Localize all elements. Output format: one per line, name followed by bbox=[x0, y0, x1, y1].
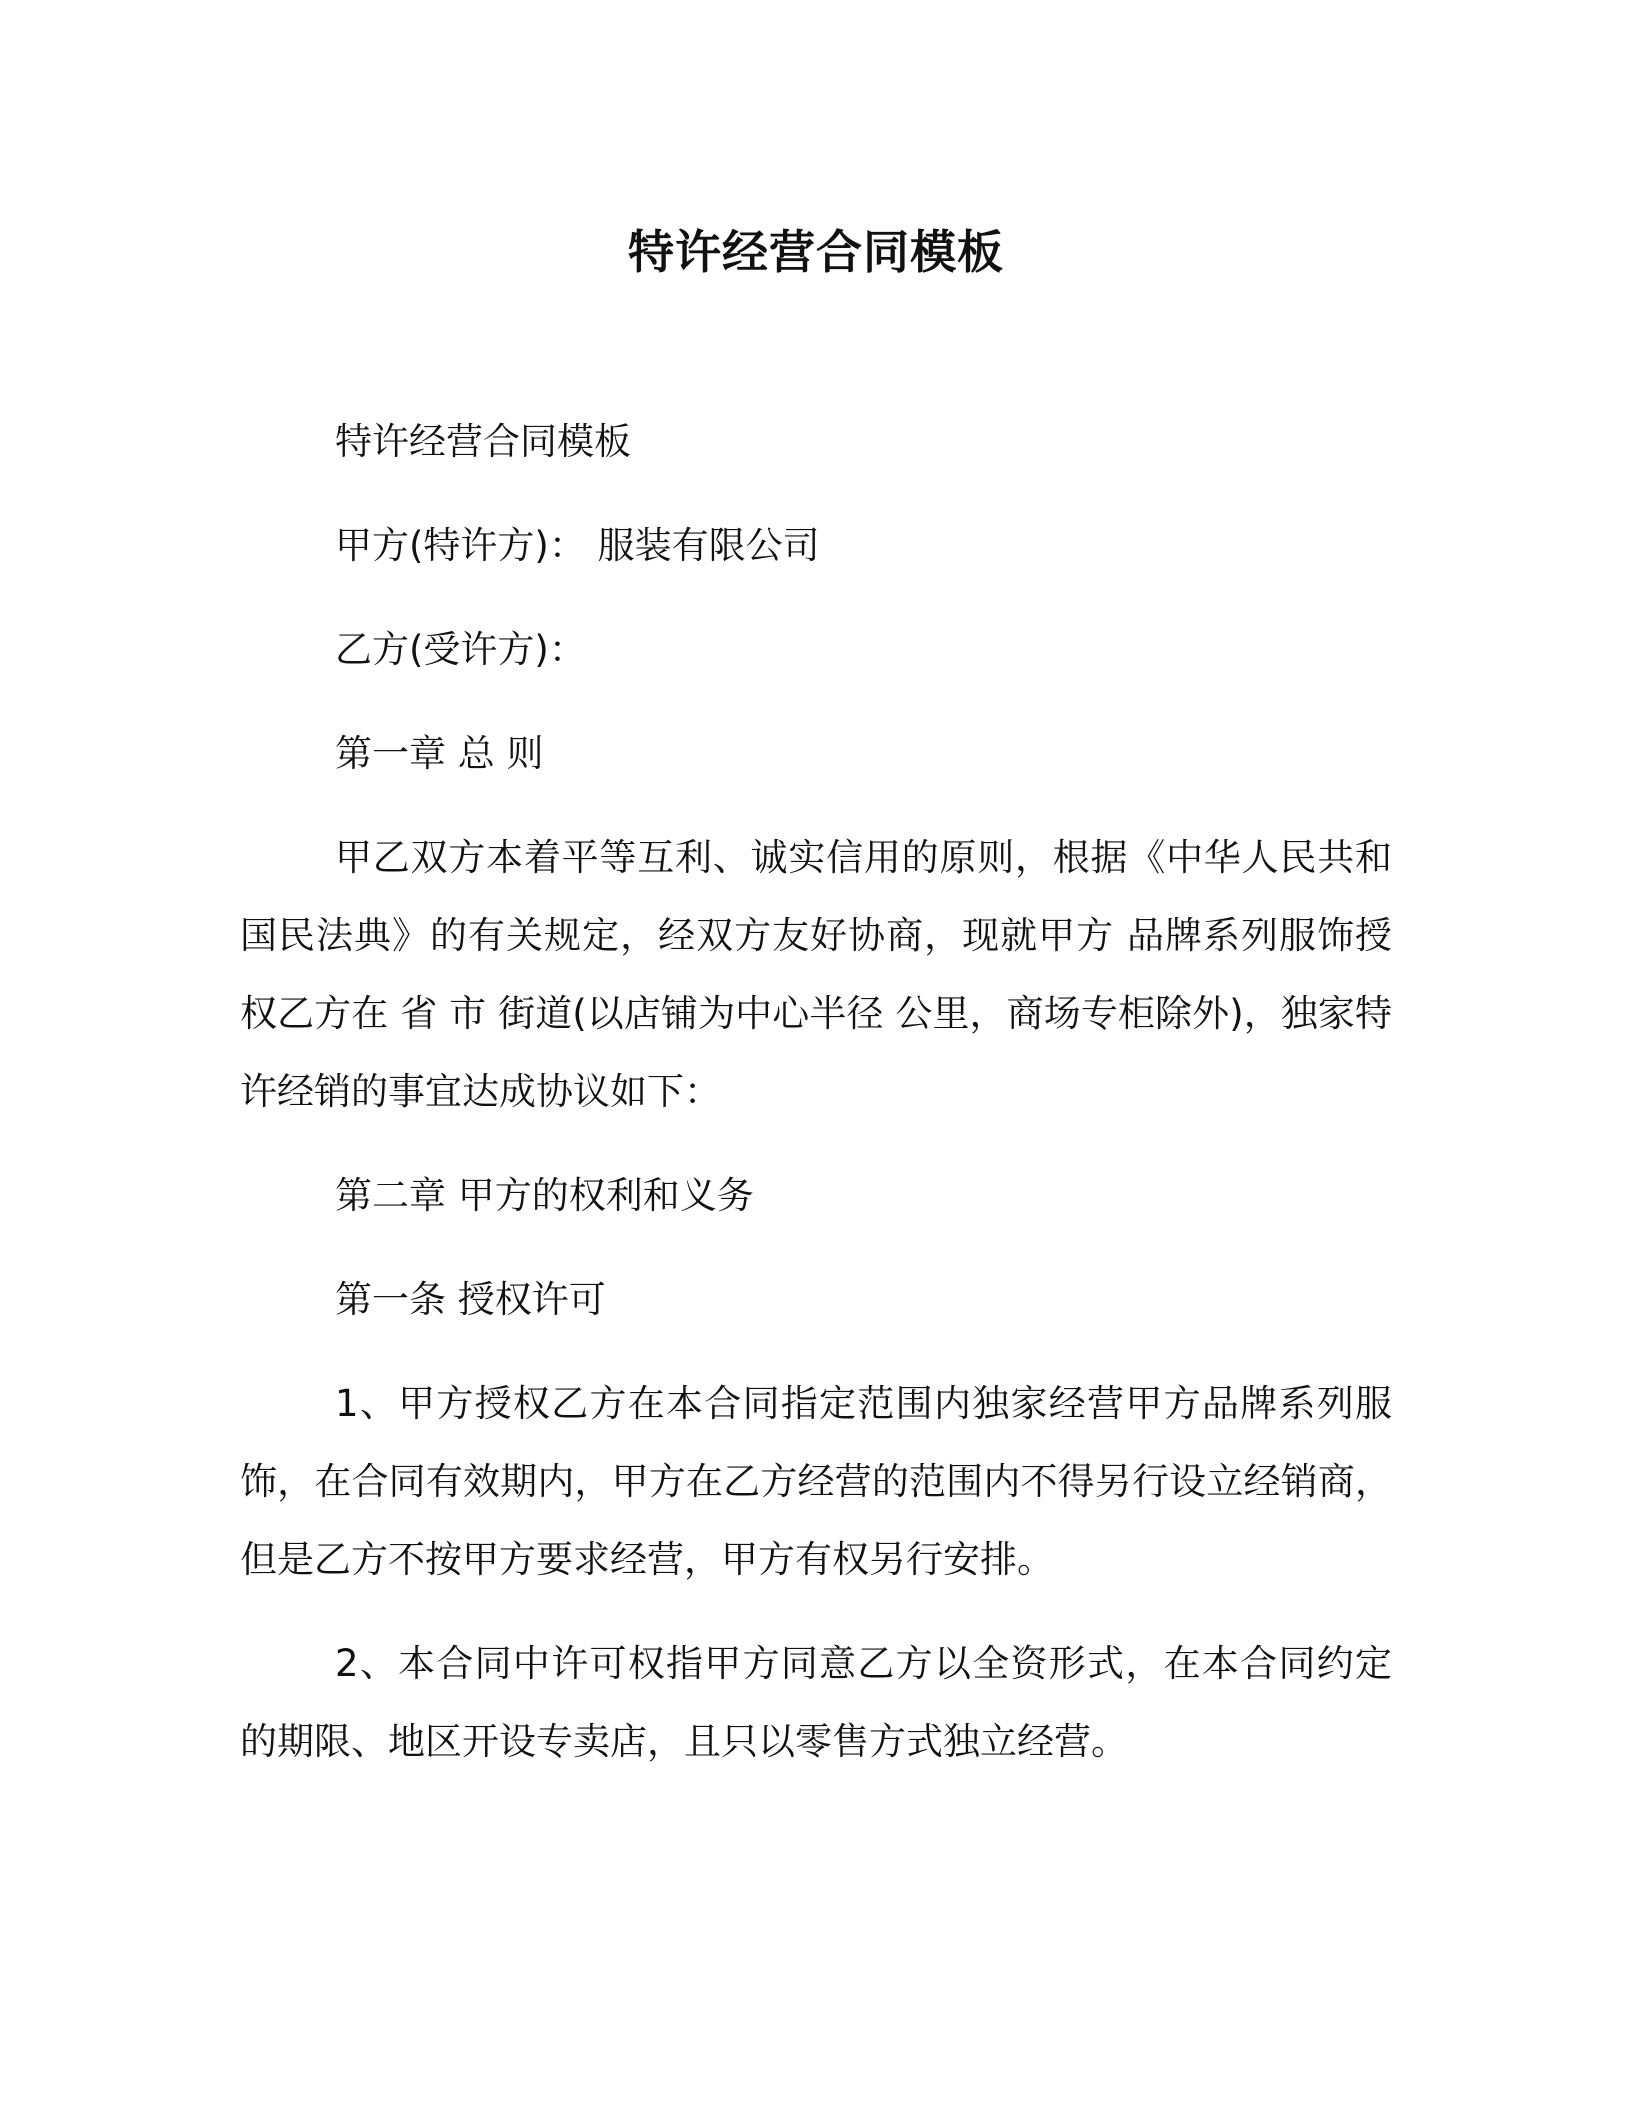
document-title: 特许经营合同模板 bbox=[628, 225, 1004, 279]
article-1-heading: 第一条 授权许可 bbox=[335, 1278, 606, 1321]
party-b-line: 乙方(受许方)： bbox=[335, 628, 586, 671]
party-a-line: 甲方(特许方)： 服装有限公司 bbox=[335, 524, 820, 567]
document-body bbox=[240, 390, 1392, 1794]
chapter-2-heading: 第二章 甲方的权利和义务 bbox=[335, 1174, 754, 1217]
clause-1-paragraph: 1、甲方授权乙方在本合同指定范围内独家经营甲方品牌系列服饰，在合同有效期内，甲方在乙方经营的范围内不得另行设立经销商，但是乙方不按甲方要求经营，甲方有权另行安排。 bbox=[240, 1382, 1392, 1581]
preamble-paragraph: 甲乙双方本着平等互利、诚实信用的原则，根据《中华人民共和国民法典》的有关规定，经双方友好协商，现就甲方 品牌系列服饰授权乙方在 省 市 街道(以店铺为中心半径 公里，商场专柜除外)，独家特许经销的事宜达成协议如下： bbox=[240, 836, 1392, 1113]
subtitle: 特许经营合同模板 bbox=[335, 420, 631, 463]
clause-2-paragraph: 2、本合同中许可权指甲方同意乙方以全资形式，在本合同约定的期限、地区开设专卖店，且只以零售方式独立经营。 bbox=[240, 1642, 1392, 1763]
chapter-1-heading: 第一章 总 则 bbox=[335, 732, 544, 775]
